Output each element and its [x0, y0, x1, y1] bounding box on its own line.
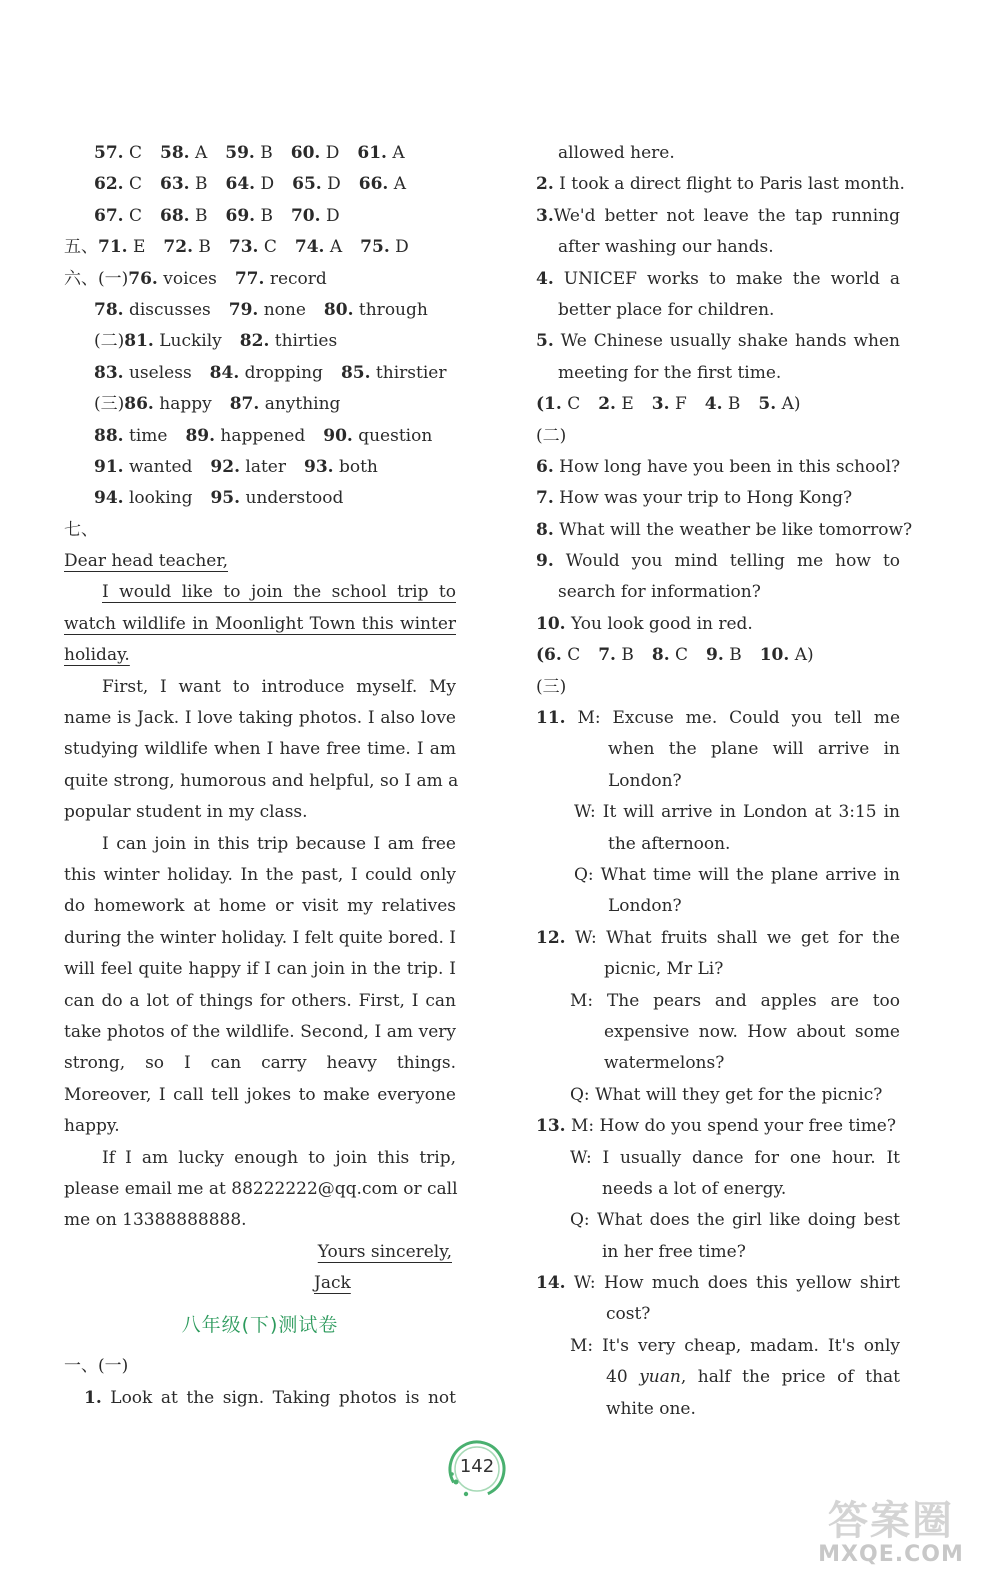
question-12: 12. W: What fruits shall we get for the — [536, 927, 900, 948]
question-5-cont: meeting for the first time. — [558, 362, 782, 383]
dialogue-line: watermelons? — [604, 1053, 725, 1074]
letter-text: will feel quite happy if I can join in the trip. I — [64, 959, 456, 980]
letter-text: can do a lot of things for others. First, I can — [64, 990, 456, 1011]
dialogue-line: cost? — [606, 1304, 651, 1325]
answer-row: (三)86. happy 87. anything — [94, 394, 341, 415]
question-2: 2. I took a direct flight to Paris last month. — [536, 174, 905, 195]
question-3: 3.We'd better not leave the tap running — [536, 205, 900, 226]
question-1: 1. Look at the sign. Taking photos is not — [84, 1387, 456, 1408]
question-1-cont: allowed here. — [558, 143, 675, 163]
dialogue-line: white one. — [606, 1398, 696, 1419]
page-number: 142 — [459, 1456, 495, 1477]
answers-1-5: (1. C 2. E 3. F 4. B 5. A) — [536, 394, 801, 415]
letter-topic: watch wildlife in Moonlight Town this winter — [64, 613, 456, 634]
answer-row: 94. looking 95. understood — [94, 488, 344, 509]
dialogue-line: expensive now. How about some — [604, 1021, 900, 1042]
question-14: 14. W: How much does this yellow shirt — [536, 1273, 900, 1294]
answer-row: 57. C 58. A 59. B 60. D 61. A — [94, 143, 405, 163]
letter-text: please email me at 88222222@qq.com or call — [64, 1178, 458, 1199]
question-4-cont: better place for children. — [558, 299, 775, 320]
letter-text: name is Jack. I love taking photos. I also love — [64, 708, 456, 729]
answers-6-10: (6. C 7. B 8. C 9. B 10. A) — [536, 645, 814, 666]
part-heading: (三) — [536, 676, 567, 697]
dialogue-line: Q: What time will the plane arrive in — [574, 864, 900, 885]
letter-text: Moreover, I call tell jokes to make everyone — [64, 1084, 456, 1105]
section-6-row: 六、(一)76. voices 77. record — [64, 268, 327, 289]
watermark-url: MXQE.COM — [818, 1542, 964, 1567]
page-number-badge — [444, 1436, 510, 1502]
answer-row: 62. C 63. B 64. D 65. D 66. A — [94, 174, 406, 195]
letter-text: happy. — [64, 1116, 120, 1137]
dialogue-line: Q: What will they get for the picnic? — [570, 1084, 883, 1105]
answer-row: (二)81. Luckily 82. thirties — [94, 331, 338, 352]
question-7: 7. How was your trip to Hong Kong? — [536, 488, 853, 509]
question-11: 11. M: Excuse me. Could you tell me — [536, 708, 900, 729]
question-4: 4. UNICEF works to make the world a — [536, 268, 900, 289]
letter-topic: I would like to join the school trip to — [102, 582, 456, 603]
dialogue-line: 40 yuan, half the price of that — [606, 1367, 900, 1388]
section-5-row: 五、71. E 72. B 73. C 74. A 75. D — [64, 237, 409, 258]
answer-row: 83. useless 84. dropping 85. thirstier — [94, 362, 447, 383]
question-9-cont: search for information? — [558, 582, 761, 603]
question-9: 9. Would you mind telling me how to — [536, 551, 901, 572]
letter-closing: Yours sincerely, — [317, 1241, 452, 1262]
question-5: 5. We Chinese usually shake hands when — [536, 331, 900, 352]
answer-row: 88. time 89. happened 90. question — [94, 425, 433, 446]
letter-salutation: Dear head teacher, — [64, 551, 229, 572]
right-column — [536, 138, 913, 1425]
dialogue-line: in her free time? — [602, 1241, 746, 1262]
letter-text: during the winter holiday. I felt quite bored. I — [64, 927, 456, 948]
part-heading: (二) — [536, 425, 567, 446]
left-column — [64, 138, 459, 1414]
answer-row: 91. wanted 92. later 93. both — [94, 456, 378, 477]
question-13: 13. M: How do you spend your free time? — [536, 1116, 896, 1137]
letter-text: studying wildlife when I have free time. I am — [64, 739, 456, 760]
dialogue-line: needs a lot of energy. — [602, 1178, 787, 1199]
question-6: 6. How long have you been in this school? — [536, 456, 901, 477]
question-3-cont: after washing our hands. — [558, 237, 774, 258]
section-7-heading: 七、 — [64, 519, 98, 540]
letter-text: popular student in my class. — [64, 802, 308, 823]
dialogue-line: the afternoon. — [608, 833, 731, 854]
letter-text: me on 13388888888. — [64, 1210, 247, 1231]
dialogue-line: M: It's very cheap, madam. It's only — [570, 1335, 900, 1356]
dialogue-line: W: I usually dance for one hour. It — [570, 1147, 900, 1168]
dialogue-line: Q: What does the girl like doing best — [570, 1210, 900, 1231]
letter-text: quite strong, humorous and helpful, so I am a — [64, 770, 459, 791]
dialogue-line: M: The pears and apples are too — [570, 990, 900, 1011]
watermark-text: 答案圈 — [828, 1498, 954, 1544]
dialogue-line: London? — [608, 770, 682, 791]
letter-topic: holiday. — [64, 645, 130, 666]
dialogue-line: W: It will arrive in London at 3:15 in — [574, 802, 900, 823]
letter-text: First, I want to introduce myself. My — [102, 676, 456, 697]
letter-text: If I am lucky enough to join this trip, — [102, 1147, 456, 1168]
letter-signature: Jack — [314, 1273, 351, 1294]
letter-text: take photos of the wildlife. Second, I am very — [64, 1021, 456, 1042]
question-10: 10. You look good in red. — [536, 613, 753, 634]
letter-text: strong, so I can carry heavy things. — [64, 1053, 456, 1074]
dialogue-line: when the plane will arrive in — [608, 739, 900, 760]
letter-text: do homework at home or visit my relatives — [64, 896, 456, 917]
section-title: 八年级(下)测试卷 — [181, 1314, 339, 1337]
answer-row: 67. C 68. B 69. B 70. D — [94, 205, 340, 226]
answer-row: 78. discusses 79. none 80. through — [94, 299, 428, 320]
part-heading: 一、(一) — [64, 1356, 129, 1377]
dialogue-line: London? — [608, 896, 682, 917]
letter-text: I can join in this trip because I am free — [102, 833, 456, 854]
letter-text: this winter holiday. In the past, I could only — [64, 864, 456, 885]
question-8: 8. What will the weather be like tomorrow? — [536, 519, 913, 540]
watermark-logo — [796, 1499, 986, 1569]
dialogue-line: picnic, Mr Li? — [604, 959, 724, 980]
